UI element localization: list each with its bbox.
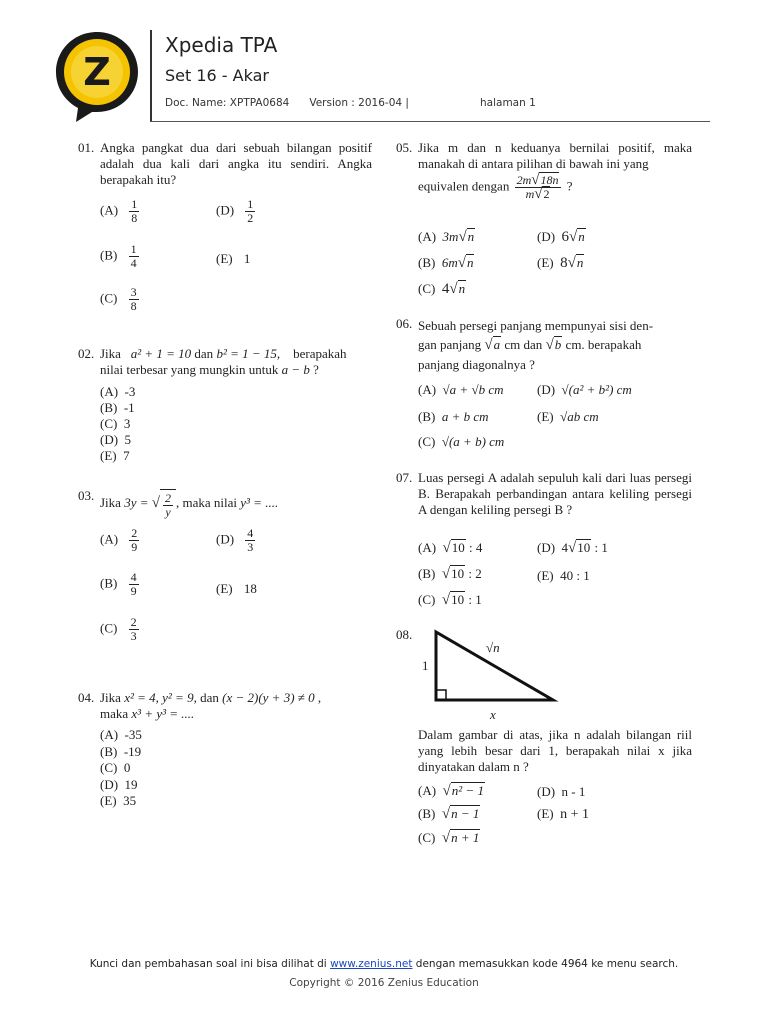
text-maka: maka [100,706,129,721]
option-label: (B) [418,566,436,581]
question-text: Jika m dan n keduanya bernilai positif, maka manakah di antara pilihan di bawah ini yang [418,140,692,171]
coefficient: 3m [442,229,459,244]
radicand: n + 1 [451,830,480,845]
option-label: (E) [216,581,233,596]
option-d[interactable] [537,784,585,800]
option-label: (B) [418,806,436,821]
text-dan: dan [200,690,219,705]
question-number: 04. [78,690,95,705]
option-c[interactable] [100,760,130,776]
radicand: 10 [451,566,465,581]
option-c[interactable] [418,434,504,450]
logo-letter: Z [83,50,111,94]
option-label: (C) [418,830,436,845]
option-label: (B) [418,255,436,270]
question-number: 02. [78,346,95,361]
option-value: 0 [123,760,131,775]
option-c[interactable] [100,416,130,432]
equation-1: a² + 1 = 10 [130,346,192,361]
right-triangle-figure [418,628,568,723]
option-d[interactable]: (D) 4√10 : 1 [537,540,608,556]
option-label: (D) [216,531,235,547]
question-number: 05. [396,140,413,155]
option-label: (A) [100,202,119,218]
question-number: 08. [396,627,413,642]
numerator: 2 [164,491,171,506]
option-a[interactable] [100,384,135,400]
numerator: 1 [131,197,138,211]
text-berapakah: berapakah [293,346,347,361]
question-06: 06. Sebuah persegi panjang mempunyai sisi den- gan panjang √a cm dan √b cm. berapakah panjang diagonalnya ? [396,316,654,372]
ratio-tail: : 4 [469,540,483,555]
question-mark: ? [566,178,573,194]
expression: x³ + y³ = .... [131,706,195,721]
option-e[interactable] [537,568,590,584]
option-d[interactable]: (D) 6√n [537,229,585,245]
radicand: 10 [451,592,465,607]
header-divider-horizontal [150,121,710,122]
option-b[interactable]: (B) √10 : 2 [418,566,482,582]
denominator: y [165,505,171,520]
text-jika: Jika [100,495,121,510]
denominator: 9 [130,584,137,598]
option-value: -3 [124,384,136,399]
expression: y³ = .... [240,495,279,510]
option-value: √a + √b cm [442,382,504,397]
doc-version: Version : 2016-04 | [309,97,409,109]
denominator: 8 [131,211,138,225]
option-label: (D) [537,382,556,397]
fraction [129,198,139,225]
radicand: 10 [577,540,591,555]
denominator: 9 [131,540,138,554]
option-e[interactable] [216,251,250,267]
side-label: 1 [422,658,429,673]
radicand: n [458,281,466,296]
question-text: Dalam gambar di atas, jika n adalah bilangan riil yang lebih besar dari 1, berapakah nilai x jika dinyatakan dalam n ? [418,727,692,774]
option-label: (C) [100,620,118,636]
footer-text-post: dengan memasukkan kode 4964 ke menu search. [415,958,679,970]
text-line2c: cm. berapakah [565,337,642,352]
question-number: 06. [396,316,413,331]
base-label: x [490,707,496,722]
option-c[interactable] [100,616,141,643]
option-label: (C) [100,290,118,306]
option-d[interactable] [537,382,632,398]
option-label: (A) [100,384,119,399]
numerator-prefix: 2m [516,173,532,187]
numerator: 1 [130,242,137,256]
radicand: n [466,255,474,270]
page-number: halaman 1 [480,97,536,109]
option-label: (B) [418,409,436,424]
denominator: 3 [130,629,137,643]
option-label: (E) [537,409,554,424]
numerator: 1 [247,197,254,211]
question-mark: ? [313,362,319,377]
question-07 [396,470,692,518]
denominator: 2 [247,211,254,225]
radicand: n [576,255,584,270]
option-label: (D) [537,540,556,555]
sqrt-expression: √ $\frac{2}{y}$ [152,488,176,520]
option-b[interactable] [100,400,135,416]
hypotenuse-label: √n [486,640,500,655]
option-value: n - 1 [561,784,586,799]
coefficient: 6 [561,229,570,245]
coefficient: 8 [560,255,568,271]
text-line2a: gan panjang [418,337,482,352]
option-a[interactable] [100,198,141,225]
option-a[interactable] [100,727,142,743]
ratio-tail: : 1 [468,592,482,607]
ratio-tail: : 1 [594,540,608,555]
option-label: (B) [100,400,118,415]
option-a[interactable]: (A) √n² − 1 [418,783,484,799]
option-label: (D) [100,432,119,447]
ratio-tail: : 2 [468,566,482,581]
option-value: √(a² + b²) cm [561,382,632,397]
doc-info [165,97,409,109]
equation: x² = 4, y² = 9, [124,690,197,705]
option-label: (C) [418,592,436,607]
footer-text-pre: Kunci dan pembahasan soal ini bisa dilihat di [89,958,327,970]
option-c[interactable]: (C) 4√n [418,281,466,297]
radicand: n [467,229,475,244]
comma: , [317,690,322,705]
text-jika: Jika [100,346,121,361]
radicand: n² − 1 [451,783,484,798]
option-b[interactable] [100,744,141,760]
radicand: n [578,229,585,244]
option-value: -19 [123,744,142,759]
option-label: (B) [100,575,118,591]
numerator-radicand: 18n [540,173,559,187]
fraction [163,492,173,519]
fraction [129,616,139,643]
option-label: (A) [100,531,119,547]
denominator: 4 [130,256,137,270]
denominator-radicand: 2 [543,187,550,201]
option-label: (E) [537,255,554,270]
option-label: (E) [100,448,117,463]
question-03 [78,488,372,520]
option-b[interactable] [100,243,141,270]
zenius-logo [52,28,142,124]
numerator: 4 [247,526,254,540]
option-value: 3 [123,416,131,431]
doc-name: Doc. Name: XPTPA0684 [165,97,290,109]
text-line1: Sebuah persegi panjang mempunyai sisi den- [418,318,654,333]
question-number: 07. [396,470,413,485]
option-b[interactable] [100,571,141,598]
radicand: n − 1 [451,806,480,821]
header-divider-vertical [150,30,152,122]
question-01 [78,140,372,188]
option-b[interactable]: (B) 6m√n [418,255,474,271]
option-label: (B) [100,744,118,759]
option-value: 5 [124,432,132,447]
option-label: (C) [418,281,436,296]
question-number: 03. [78,488,95,503]
option-e[interactable] [537,409,599,425]
option-label: (E) [216,251,233,266]
option-label: (C) [100,416,118,431]
option-label: (D) [537,784,556,799]
option-a[interactable]: (A) 3m√n [418,229,475,245]
question-05 [396,140,692,201]
option-b[interactable] [418,409,489,425]
option-label: (A) [418,229,437,244]
option-label: (A) [418,382,437,397]
question-text: Angka pangkat dua dari sebuah bilangan positif adalah dua kali dari angka itu sendiri. Angka berapakah itu? [100,140,372,187]
radicand-a: a [493,337,501,352]
option-value: a + b cm [441,409,489,424]
option-value: √(a + b) cm [441,434,505,449]
numerator: 2 [130,615,137,629]
coefficient: 4 [561,540,569,555]
question-04 [78,690,372,722]
option-b[interactable]: (B) √n − 1 [418,806,480,822]
fraction: $\frac{2m√18n}{m√2}$ [515,174,562,201]
text-equivalen: equivalen dengan [418,178,510,194]
question-02 [78,346,372,378]
option-e[interactable]: (E) 8√n [537,255,584,271]
option-value: 18 [243,581,257,596]
option-label: (E) [537,806,554,821]
fraction [129,243,139,270]
option-label: (A) [100,727,119,742]
radicand: 10 [451,540,465,555]
option-e[interactable] [216,581,257,597]
option-d[interactable] [100,432,131,448]
footer-note [0,958,768,970]
lhs: 3y = [124,495,149,510]
question-number: 01. [78,140,95,155]
radicand-b: b [554,337,562,352]
option-e[interactable] [537,806,589,823]
text-line3: panjang diagonalnya ? [418,357,535,372]
option-label: (C) [418,434,436,449]
option-label: (A) [418,540,437,555]
question-08-text [418,727,692,775]
expression: a − b [281,362,310,377]
option-value: n + 1 [560,807,590,822]
denominator: 3 [247,540,254,554]
text-line2: nilai terbesar yang mungkin untuk [100,362,279,377]
denominator: 8 [130,299,137,313]
option-c[interactable] [100,286,141,313]
option-value: -1 [123,400,135,415]
option-label: (E) [100,793,117,808]
numerator: 3 [130,285,137,299]
option-value: 40 : 1 [560,568,590,583]
denominator-prefix: m [525,187,535,201]
option-d[interactable] [216,198,257,225]
coefficient: 4 [441,281,450,297]
text-line2b: cm dan [504,337,543,352]
option-value: 1 [243,251,251,266]
fraction [129,527,139,554]
option-value: -35 [124,727,142,742]
option-label: (E) [537,568,554,583]
option-e[interactable] [100,793,136,809]
option-c[interactable]: (C) √n + 1 [418,830,480,846]
text-jika: Jika [100,690,121,705]
option-e[interactable] [100,448,130,464]
option-a[interactable]: (A) √10 : 4 [418,540,483,556]
fraction [245,527,255,554]
option-label: (B) [100,247,118,263]
option-d[interactable] [216,527,257,554]
coefficient: 6m [441,255,458,270]
condition: (x − 2)(y + 3) ≠ 0 [222,690,315,705]
copyright: Copyright © 2016 Zenius Education [289,977,479,989]
option-value: 19 [124,777,138,792]
numerator: 2 [131,526,138,540]
option-d[interactable] [100,777,138,793]
option-label: (A) [418,783,437,798]
option-value: 35 [123,793,137,808]
page-title: Xpedia TPA [165,33,278,57]
option-a[interactable] [418,382,504,398]
numerator: 4 [130,570,137,584]
option-a[interactable] [100,527,141,554]
fraction [129,286,139,313]
text-maka: , maka nilai [175,495,237,510]
option-label: (D) [537,229,556,244]
question-text: Luas persegi A adalah sepuluh kali dari luas persegi B. Berapakah perbandingan antara keliling persegi A dengan keliling persegi B ? [418,470,692,517]
option-label: (D) [100,777,119,792]
option-label: (D) [216,202,235,218]
zenius-link[interactable]: www.zenius.net [330,958,413,970]
fraction [245,198,255,225]
option-label: (C) [100,760,118,775]
option-value: √ab cm [560,409,599,424]
option-c[interactable]: (C) √10 : 1 [418,592,482,608]
text-dan: dan [194,346,214,361]
equation-2: b² = 1 − 15, [216,346,281,361]
page-subtitle: Set 16 - Akar [165,66,269,85]
fraction [129,571,139,598]
option-value: 7 [123,448,130,463]
